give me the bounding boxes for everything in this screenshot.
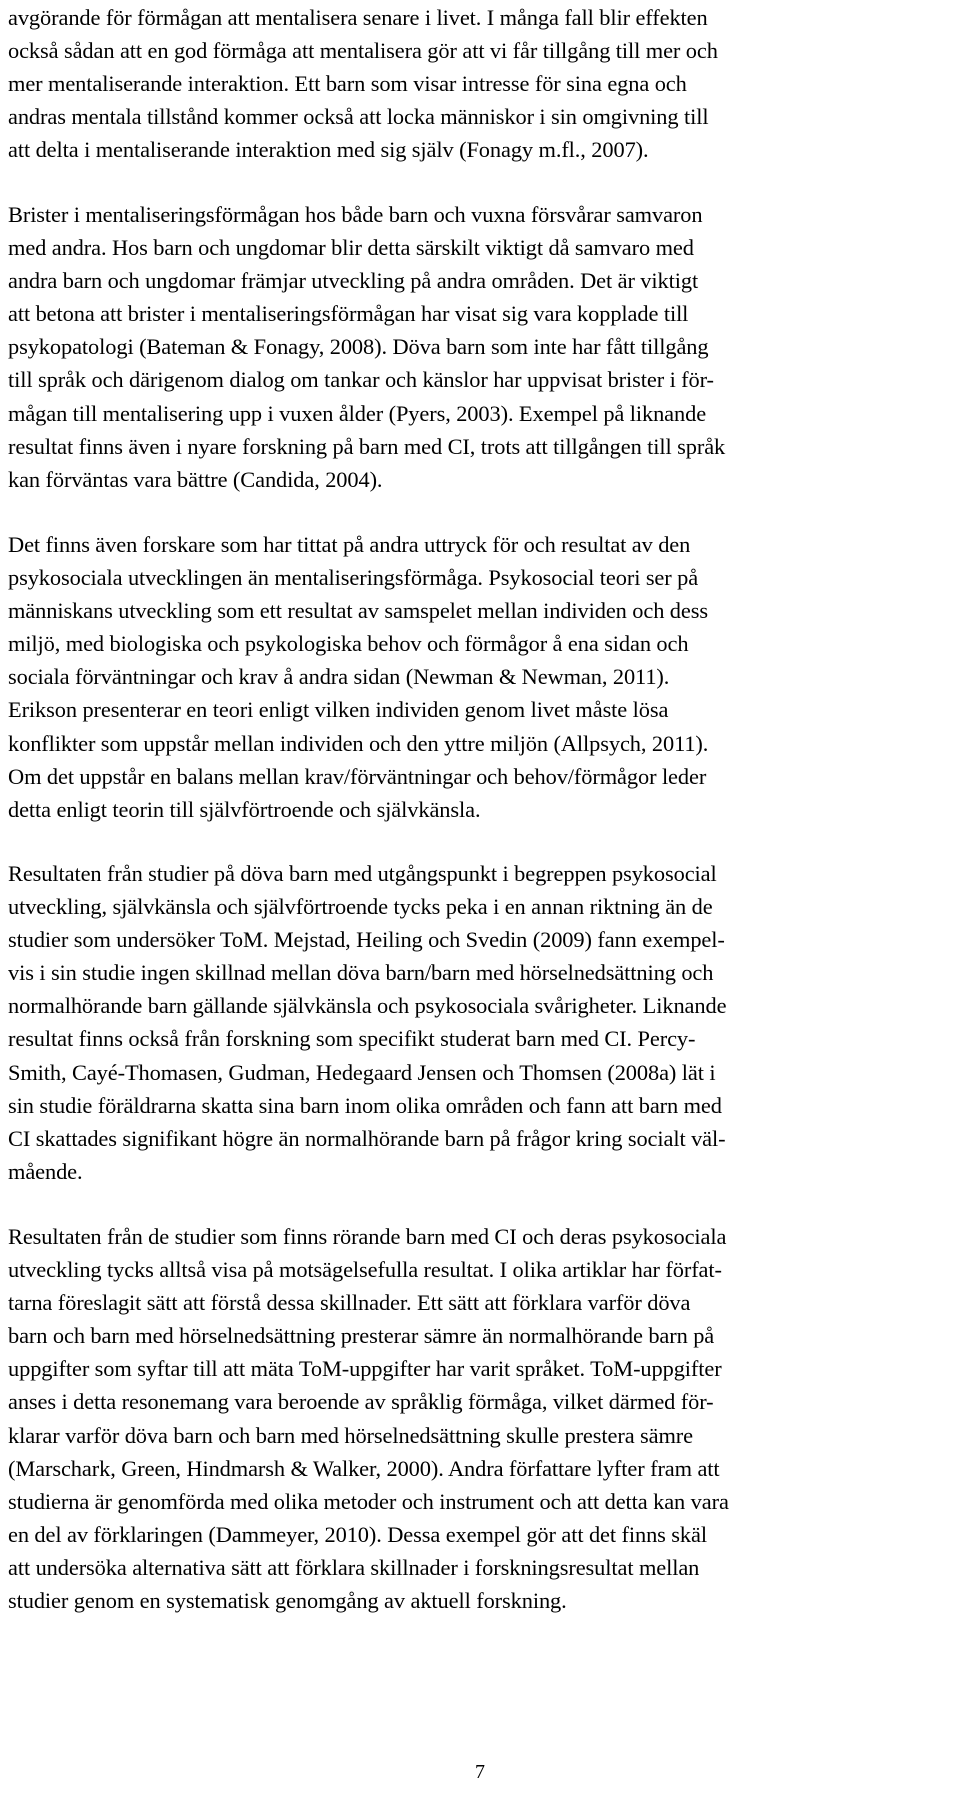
text-line: studier genom en systematisk genomgång av aktuell forskning. <box>8 1588 567 1614</box>
text-line: sociala förväntningar och krav å andra sidan (Newman & Newman, 2011). <box>8 664 670 690</box>
text-line: Det finns även forskare som har tittat på andra uttryck för och resultat av den <box>8 532 691 557</box>
text-line: Erikson presenterar en teori enligt vilken individen genom livet måste lösa <box>8 697 669 723</box>
text-line: vis i sin studie ingen skillnad mellan döva barn/barn med hörselnedsättning och <box>8 960 714 986</box>
text-line: utveckling tycks alltså visa på motsägelsefulla resultat. I olika artiklar har förfat- <box>8 1257 722 1283</box>
text-line: Om det uppstår en balans mellan krav/förväntningar och behov/förmågor leder <box>8 763 707 789</box>
paragraph-contradictory-results <box>8 1220 952 1617</box>
text-line: uppgifter som syftar till att mäta ToM-uppgifter har varit språket. ToM-uppgifter <box>8 1356 722 1382</box>
text-line: också sådan att en god förmåga att mentalisera gör att vi får tillgång till mer och <box>8 38 718 64</box>
text-line: med andra. Hos barn och ungdomar blir detta särskilt viktigt då samvaro med <box>8 235 694 261</box>
text-line: klarar varför döva barn och barn med hörselnedsättning skulle prestera sämre <box>8 1422 694 1448</box>
text-line: konflikter som uppstår mellan individen och den yttre miljön (Allpsych, 2011). <box>8 730 709 756</box>
document-page <box>8 0 952 1798</box>
text-line: människans utveckling som ett resultat av samspelet mellan individen och dess <box>8 598 708 624</box>
text-line: till språk och därigenom dialog om tankar och känslor har uppvisat brister i för- <box>8 367 714 393</box>
text-line: att betona att brister i mentaliseringsförmågan har visat sig vara kopplade till <box>8 301 689 327</box>
text-line: anses i detta resonemang vara beroende av språklig förmåga, vilket därmed för- <box>8 1389 714 1415</box>
text-line: att undersöka alternativa sätt att förklara skillnader i forskningsresultat mellan <box>8 1554 700 1580</box>
text-line: mer mentaliserande interaktion. Ett barn som visar intresse för sina egna och <box>8 71 687 97</box>
text-line: sin studie föräldrarna skatta sina barn inom olika områden och fann att barn med <box>8 1092 722 1118</box>
text-line: Resultaten från de studier som finns rörande barn med CI och deras psykosociala <box>8 1224 727 1249</box>
page-number: 7 <box>475 1761 485 1783</box>
text-line: mågan till mentalisering upp i vuxen ålder (Pyers, 2003). Exempel på liknande <box>8 400 707 426</box>
text-line: resultat finns även i nyare forskning på barn med CI, trots att tillgången till språk <box>8 433 726 459</box>
text-line: barn och barn med hörselnedsättning presterar sämre än normalhörande barn på <box>8 1323 715 1349</box>
text-line: att delta i mentaliserande interaktion med sig själv (Fonagy m.fl., 2007). <box>8 137 649 163</box>
text-line: CI skattades signifikant högre än normalhörande barn på frågor kring socialt väl- <box>8 1125 726 1151</box>
text-line: en del av förklaringen (Dammeyer, 2010). Dessa exempel gör att det finns skäl <box>8 1521 707 1547</box>
text-line: detta enligt teorin till självförtroende och självkänsla. <box>8 796 481 822</box>
text-line: (Marschark, Green, Hindmarsh & Walker, 2000). Andra författare lyfter fram att <box>8 1455 720 1481</box>
text-line: studierna är genomförda med olika metoder och instrument och att detta kan vara <box>8 1488 729 1514</box>
text-line: tarna föreslagit sätt att förstå dessa skillnader. Ett sätt att förklara varför döva <box>8 1290 691 1316</box>
text-line: avgörande för förmågan att mentalisera senare i livet. I många fall blir effekten <box>8 5 708 30</box>
text-line: Resultaten från studier på döva barn med utgångspunkt i begreppen psykosocial <box>8 861 717 886</box>
text-line: psykopatologi (Bateman & Fonagy, 2008). Döva barn som inte har fått tillgång <box>8 334 709 360</box>
text-line: resultat finns också från forskning som specifikt studerat barn med CI. Percy- <box>8 1026 696 1052</box>
text-line: miljö, med biologiska och psykologiska behov och förmågor å ena sidan och <box>8 631 689 657</box>
text-line: psykosociala utvecklingen än mentaliseringsförmåga. Psykosocial teori ser på <box>8 565 699 591</box>
paragraph-deaf-children-results <box>8 857 952 1188</box>
text-line: Smith, Cayé-Thomasen, Gudman, Hedegaard Jensen och Thomsen (2008a) lät i <box>8 1059 716 1085</box>
text-line: kan förväntas vara bättre (Candida, 2004). <box>8 466 383 492</box>
text-line: studier som undersöker ToM. Mejstad, Heiling och Svedin (2009) fann exempel- <box>8 927 725 953</box>
text-line: utveckling, självkänsla och självförtroende tycks peka i en annan riktning än de <box>8 894 713 920</box>
text-line: Brister i mentaliseringsförmågan hos både barn och vuxna försvårar samvaron <box>8 202 703 227</box>
paragraph-mentalization-deficits <box>8 198 952 496</box>
text-line: normalhörande barn gällande självkänsla och psykosociala svårigheter. Liknande <box>8 993 727 1019</box>
text-line: andra barn och ungdomar främjar utveckling på andra områden. Det är viktigt <box>8 268 699 294</box>
paragraph-psychosocial-theory <box>8 528 952 826</box>
text-line: andras mentala tillstånd kommer också att locka människor i sin omgivning till <box>8 104 709 130</box>
paragraph-mentalization-development <box>8 1 952 166</box>
text-line: mående. <box>8 1158 83 1184</box>
